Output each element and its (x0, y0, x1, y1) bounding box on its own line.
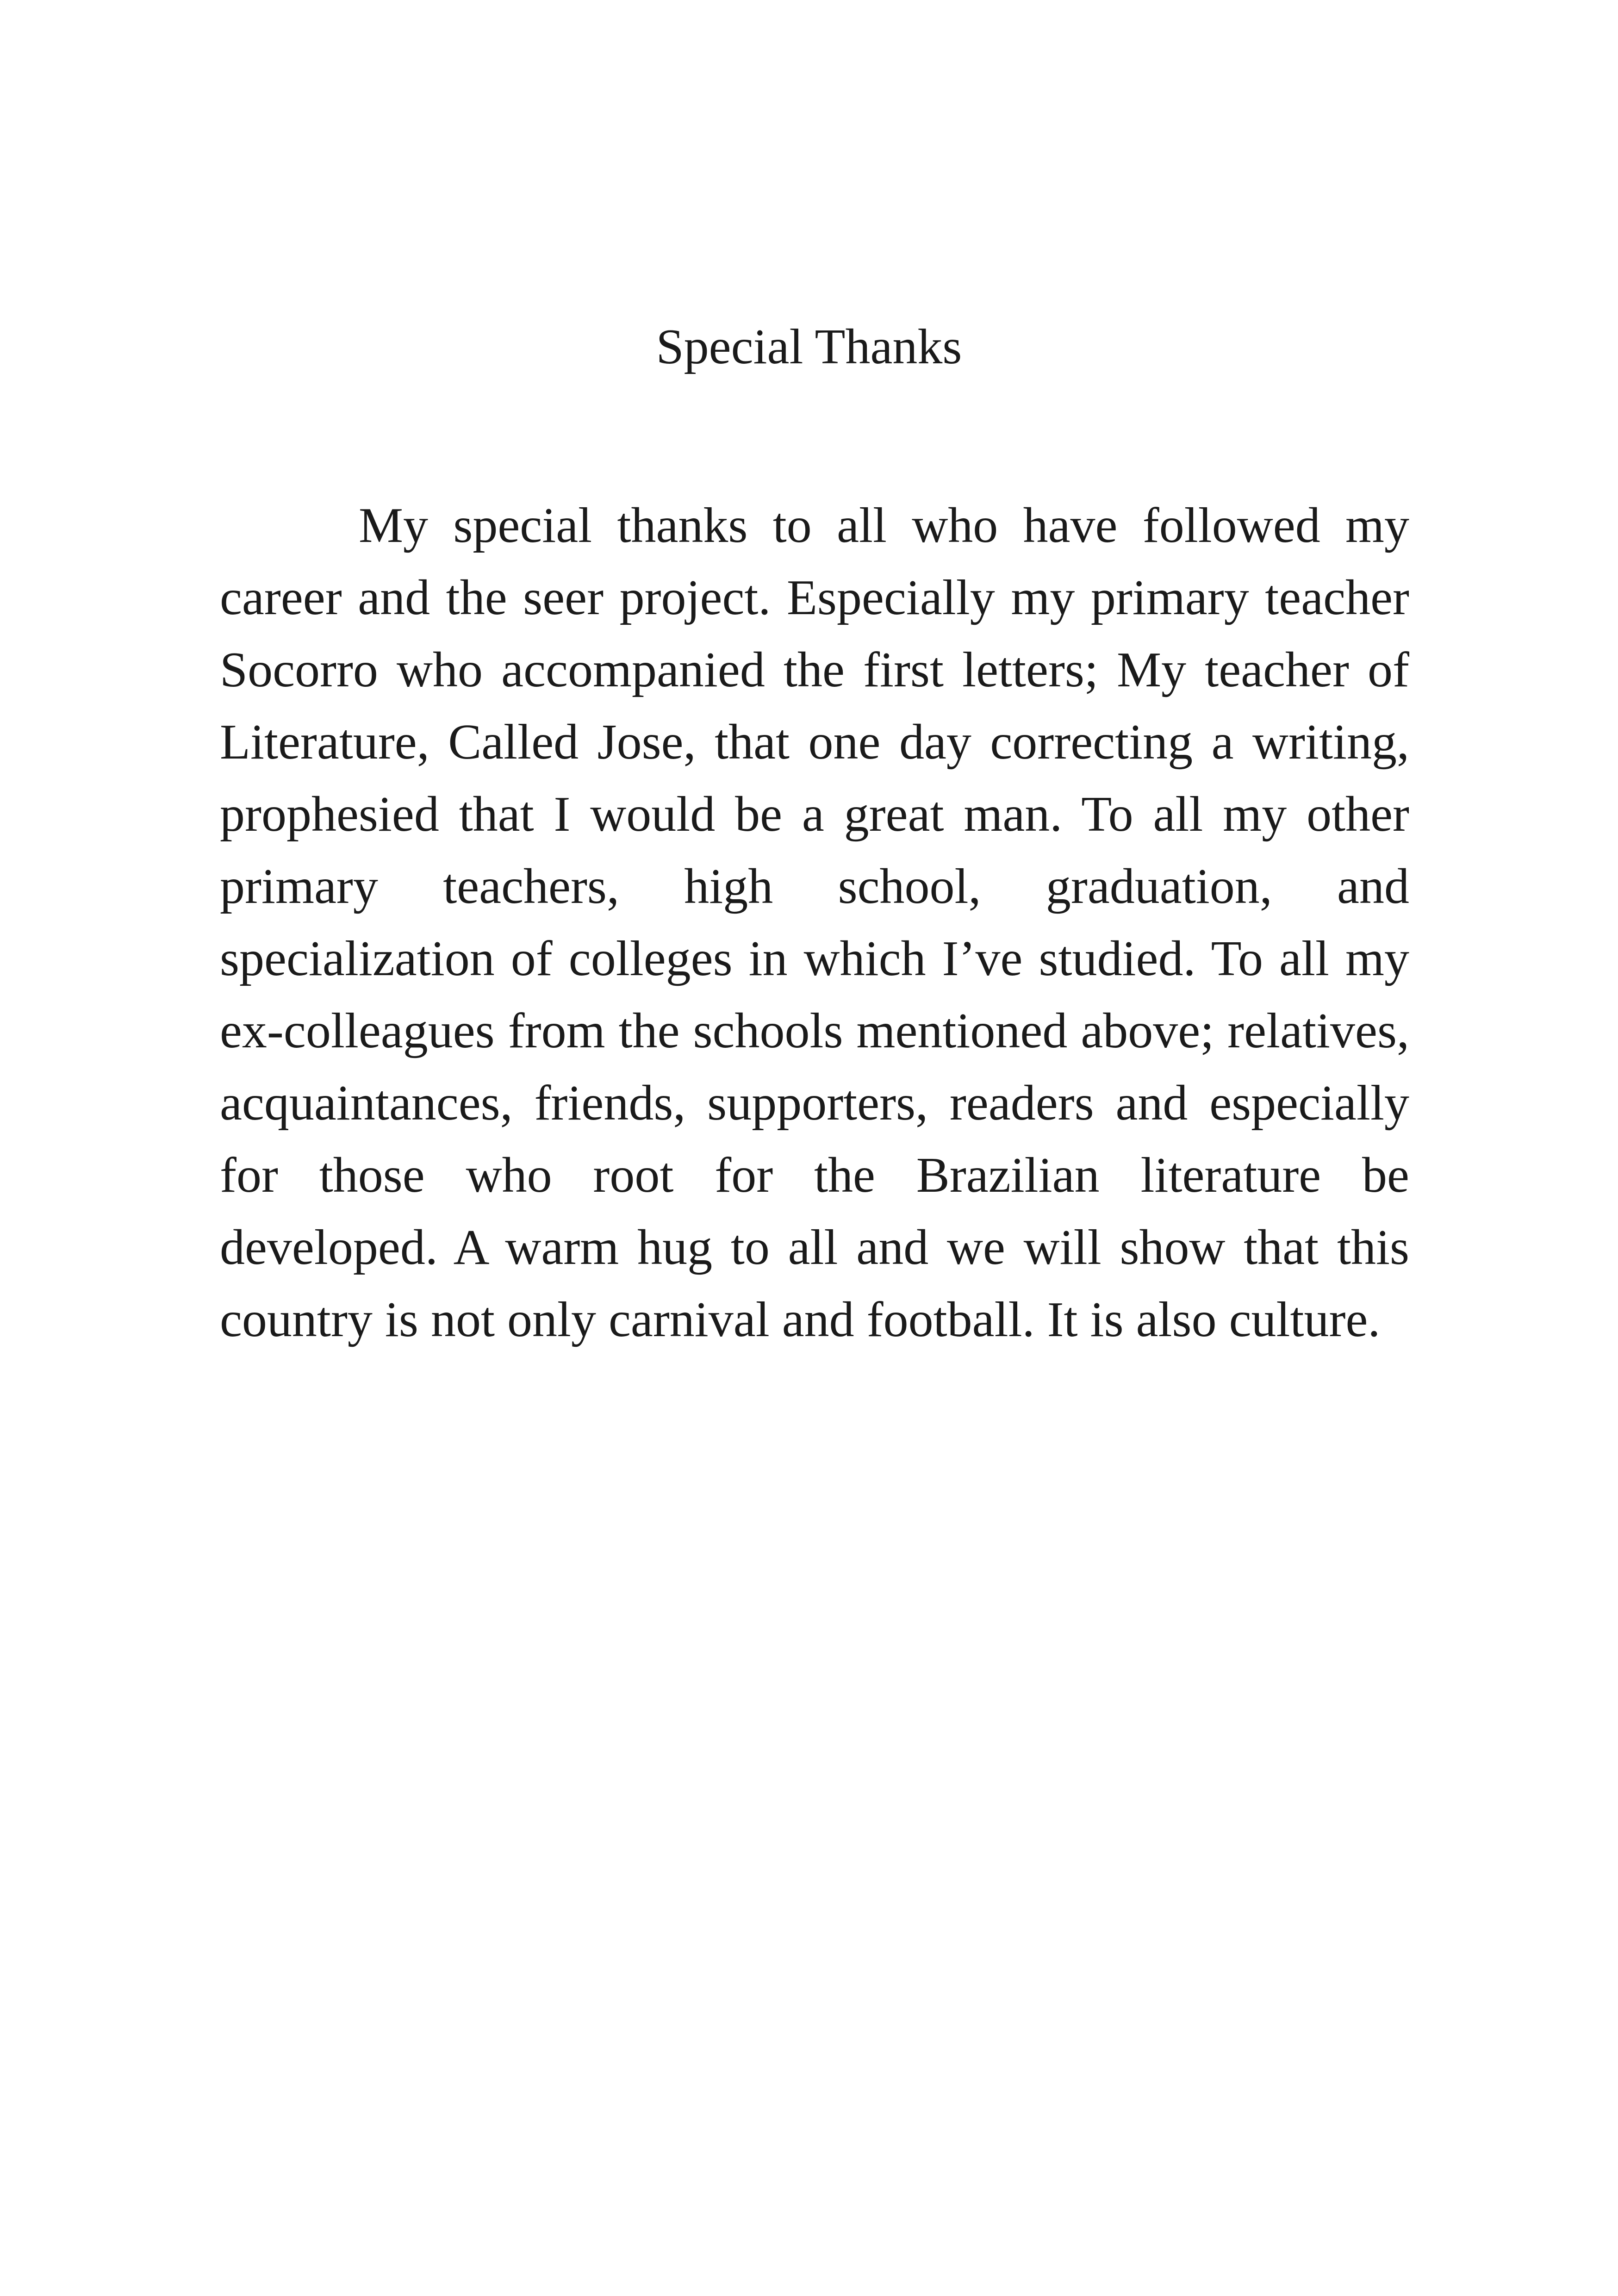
page-title: Special Thanks (656, 319, 962, 374)
acknowledgements-paragraph: My special thanks to all who have followed my career and the seer project. Especially my primary teacher Socorro who accompanied the first letters; My teacher of Literature, Called Jose, that one day correcting a writing, prophesied that I would be a great man. To all my other primary teachers, high school, graduation, and specialization of colleges in which I’ve studied. To all my ex-colleagues from the schools mentioned above; relatives, acquaintances, friends, supporters, readers and especially for those who root for the Brazilian literature be developed. A warm hug to all and we will show that this country is not only carnival and football. It is also culture. (220, 498, 1409, 1347)
